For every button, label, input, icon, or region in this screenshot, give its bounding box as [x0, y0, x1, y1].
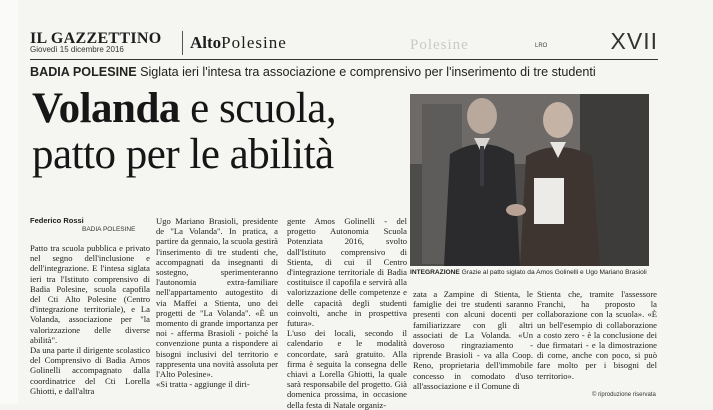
- column-5-text: Stienta che, tramite l'assessore Franchi, ha proposto la collaborazione con la scuola». «È un bell'esempio di collaborazione a costo zero - è la conclusione dei due firmatari - e la dimostrazione di come, anche con poco, si può fare molto per i bisogni del territorio».: [537, 289, 657, 381]
- article-column-1: [30, 243, 150, 396]
- page-number: XVII: [610, 28, 658, 54]
- issue-date: Giovedì 15 dicembre 2016: [30, 45, 124, 54]
- column-2-text: Ugo Mariano Brasioli, presidente de "La Volanda". In pratica, a partire da gennaio, la scuola gestirà l'inserimento di tre studenti che, accompagnati da insegnanti di sostegno, sperimenteranno l'autonomia extra-familiare nell'appartamento autogestito di via Maffei a Stienta, uno dei progetti de "La Volanda". «È un momento di grande importanza per noi - afferma Brasioli - poiché la convenzione punta a rispondere ai bisogni inclusivi del territorio e rappresenta una novità assoluta per l'Alto Polesine». «Si tratta - aggiunge il diri-: [156, 216, 278, 390]
- page-edge: [0, 0, 18, 404]
- caption-text: Grazie al patto siglato da Amos Golinelli e Ugo Mariano Brasioli: [461, 269, 647, 276]
- article-photo: [410, 94, 649, 266]
- headline-line-2b: abilità: [229, 131, 334, 178]
- column-1-text: Patto tra scuola pubblica e privato nel segno dell'inclusione e dell'integrazione. E l'intesa siglata ieri tra l'Istituto comprensivo di Badia Polesine, scuola capofila del Cti Alto Polesine (Centro d'integrazione territoriale), e La Volanda, associazione per "la valorizzazione delle diverse abilità". Da una parte il dirigente scolastico del Comprensivo di Badia Amos Golinelli accompagnato dalla coordinatrice del Cti Lorella Ghiotti, e dall'altra: [30, 243, 150, 396]
- article-column-2: [156, 216, 278, 389]
- section-title-main: Alto: [190, 33, 222, 52]
- byline-location: BADIA POLESINE: [82, 226, 136, 233]
- lro-mark: LRO: [535, 43, 548, 49]
- headline-line-1-rest: e scuola,: [179, 85, 337, 132]
- column-3-text: gente Amos Golinelli - del progetto Autonomia Scuola Potenziata 2016, svolto dall'Istituto comprensivo di Stienta, di cui il Centro d'integrazione territoriale di Badia costituisce il capofila e servirà alla valorizzazione delle competenze e delle capacità degli studenti coinvolti, anche in prospettiva futura». L'uso dei locali, secondo il calendario e le modalità concordate, sarà gratuito. Alla firma è seguita la consegna delle chiavi a Lorella Ghiotti, la quale sarà responsabile del progetto. Già domenica prossima, in occasione della festa di Natale organiz-: [287, 216, 407, 410]
- article-column-4: [413, 289, 533, 391]
- caption-label: INTEGRAZIONE: [410, 269, 460, 276]
- headline-line-1: [32, 86, 407, 132]
- article-column-5: [537, 289, 657, 381]
- article-column-3: [287, 216, 407, 410]
- bleedthrough-text: Polesine: [410, 37, 469, 53]
- headline: [32, 86, 407, 178]
- headline-line-2: [32, 132, 407, 178]
- photo-caption: [410, 269, 660, 276]
- photo-illustration: [410, 94, 649, 266]
- section-title-sub: Polesine: [221, 33, 287, 52]
- kicker-place: BADIA POLESINE: [30, 65, 137, 79]
- section-title: [190, 33, 287, 53]
- headline-line-2a: patto per le: [32, 131, 230, 178]
- newspaper-logo: IL GAZZETTINO: [30, 30, 162, 47]
- kicker: [30, 65, 658, 79]
- column-4-text: zata a Zampine di Stienta, le famiglie dei tre studenti saranno presenti con alcuni docenti per familiarizzare con gli altri associati de La Volanda. «Un doveroso ringraziamento - riprende Brasioli - va alla Coop. Reno, proprietaria dell'immobile concesso in comodato d'uso all'associazione e il Comune di: [413, 289, 533, 391]
- masthead-rule: [30, 59, 658, 60]
- masthead-divider: [182, 31, 183, 55]
- copyright-notice: © riproduzione riservata: [592, 392, 656, 398]
- masthead: [30, 28, 658, 58]
- headline-bold: Volanda: [32, 85, 180, 132]
- kicker-text: Siglata ieri l'intesa tra associazione e comprensivo per l'inserimento di tre studenti: [140, 65, 596, 79]
- byline-author: Federico Rossi: [30, 216, 84, 225]
